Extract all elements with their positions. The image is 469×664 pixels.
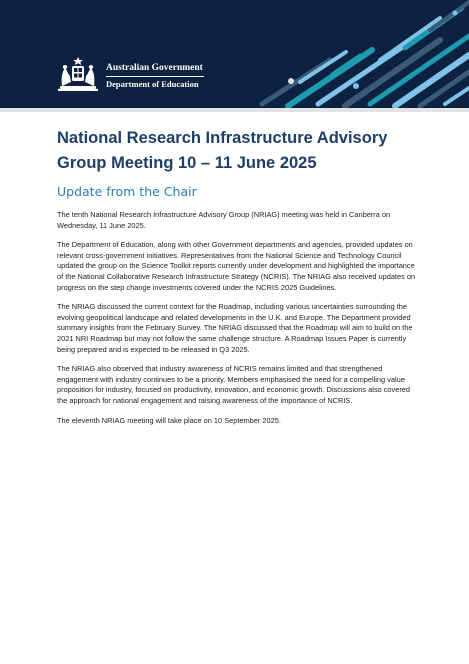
logo-divider	[106, 76, 204, 77]
department-name: Department of Education	[106, 79, 199, 89]
coat-of-arms-icon	[56, 56, 100, 92]
government-logo	[56, 56, 206, 94]
banner-divider	[0, 108, 469, 112]
paragraph-meeting-held: The tenth National Research Infrastructure Advisory Group (NRIAG) meeting was held in Canberra on Wednesday, 11 June 2025.	[57, 210, 391, 230]
paragraph-industry-awareness: The NRIAG also observed that industry awareness of NCRIS remains limited and that strengthened engagement with industry continues to be a priority. Members emphasised the need for a compelling value proposition for industry, focused on productivity, innovation, and economic growth. Discussions also covered the approach for national engagement and raising awareness of the importance of NCRIS.	[57, 364, 411, 405]
document-body	[57, 126, 417, 426]
title-line-2: Group Meeting 10 – 11 June 2025	[57, 154, 317, 172]
document-title	[57, 126, 417, 176]
document-subtitle: Update from the Chair	[57, 184, 197, 199]
government-name: Australian Government	[106, 63, 203, 73]
title-line-1: National Research Infrastructure Advisory	[57, 129, 388, 147]
paragraph-roadmap-context: The NRIAG discussed the current context for the Roadmap, including various uncertainties surrounding the evolving geopolitical landscape and related developments in the U.K. and Europe. The Department provided summary insights from the February Survey. The NRIAG discussed that the Roadmap will aim to build on the 2021 NRI Roadmap but may not follow the same challenge structure. A Roadmap Issues Paper is currently being prepared and is expected to be released in Q3 2025.	[57, 302, 413, 354]
paragraph-government-updates: The Department of Education, along with other Government departments and agencies, provided updates on relevant cross-government initiatives. Representatives from the National Science and Technology Council updated the group on the Science Toolkit reports currently under development and highlighted the importance of the National Collaborative Research Infrastructure Strategy (NCRIS). The NRIAG also received updates on progress on the step change investments covered under the NCRIS 2025 Guidelines.	[57, 240, 416, 292]
header-banner	[0, 0, 469, 108]
paragraph-next-meeting: The eleventh NRIAG meeting will take place on 10 September 2025.	[57, 415, 281, 425]
